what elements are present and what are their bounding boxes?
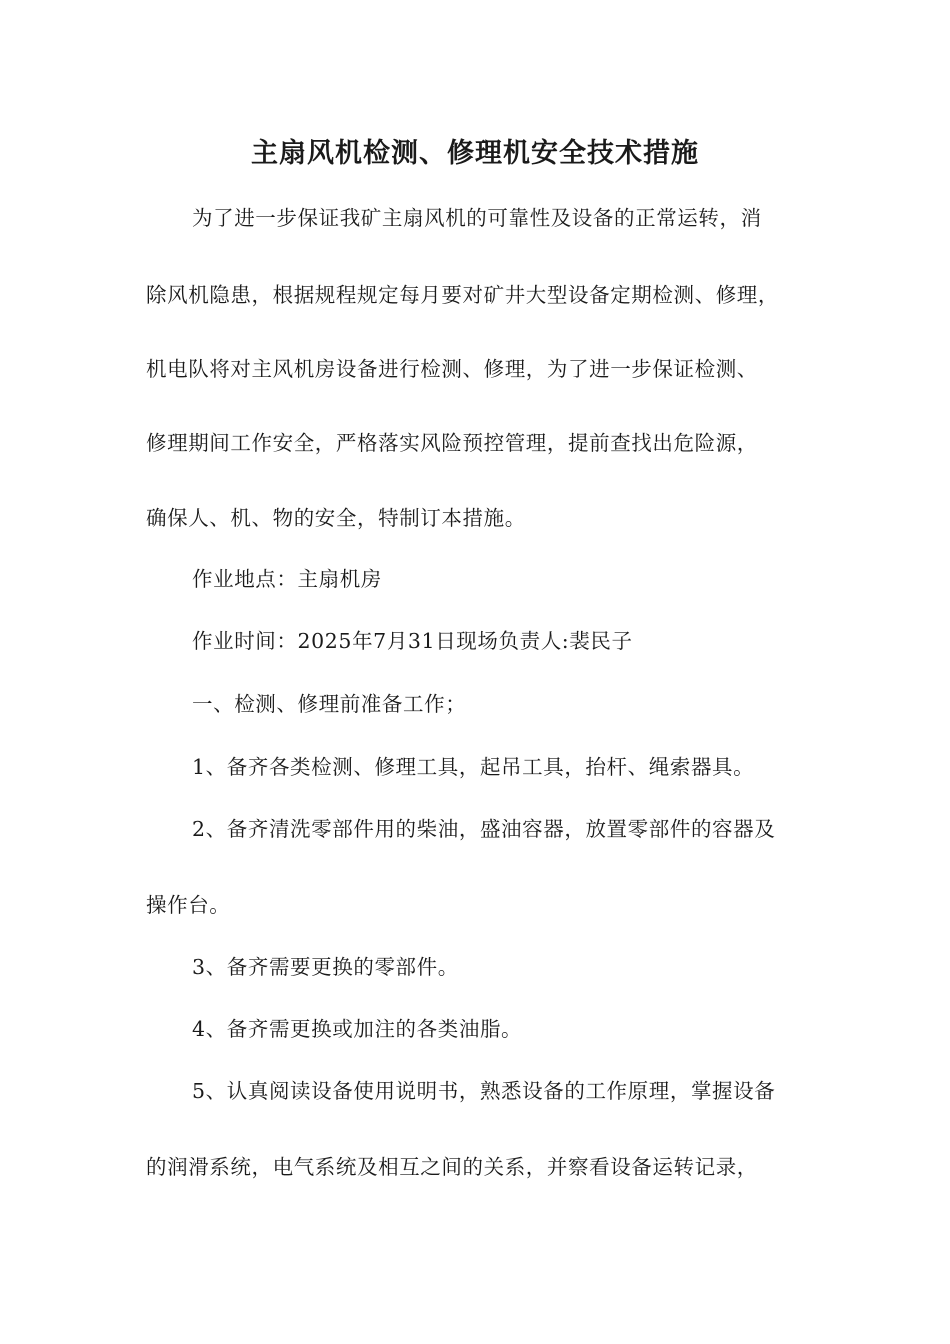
list-item-5-line-1: 5、认真阅读设备使用说明书，熟悉设备的工作原理，掌握设备: [192, 1079, 776, 1103]
list-item-5-line-2: 的润滑系统，电气系统及相互之间的关系，并察看设备运转记录，: [146, 1155, 758, 1179]
paragraph-intro-line-1: 为了进一步保证我矿主扇风机的可靠性及设备的正常运转，消: [192, 206, 762, 230]
document-title: 主扇风机检测、修理机安全技术措施: [251, 138, 699, 169]
list-item-4: 4、备齐需更换或加注的各类油脂。: [192, 1017, 523, 1041]
list-item-2-line-1: 2、备齐清洗零部件用的柴油，盛油容器，放置零部件的容器及: [192, 817, 776, 841]
list-item-3: 3、备齐需要更换的零部件。: [192, 955, 459, 979]
section-heading-preparation: 一、检测、修理前准备工作；: [192, 692, 467, 716]
paragraph-intro-line-4: 修理期间工作安全，严格落实风险预控管理，提前查找出危险源，: [146, 431, 758, 455]
paragraph-intro-line-5: 确保人、机、物的安全，特制订本措施。: [146, 506, 526, 530]
work-location: 作业地点：主扇机房: [192, 567, 382, 591]
list-item-2-line-2: 操作台。: [146, 893, 231, 917]
paragraph-intro-line-3: 机电队将对主风机房设备进行检测、修理，为了进一步保证检测、: [146, 357, 758, 381]
paragraph-intro-line-2: 除风机隐患，根据规程规定每月要对矿井大型设备定期检测、修理，: [146, 283, 779, 307]
work-time: 作业时间：2025年7月31日现场负责人:裴民子: [192, 629, 633, 653]
list-item-1: 1、备齐各类检测、修理工具，起吊工具，抬杆、绳索器具。: [192, 755, 755, 779]
